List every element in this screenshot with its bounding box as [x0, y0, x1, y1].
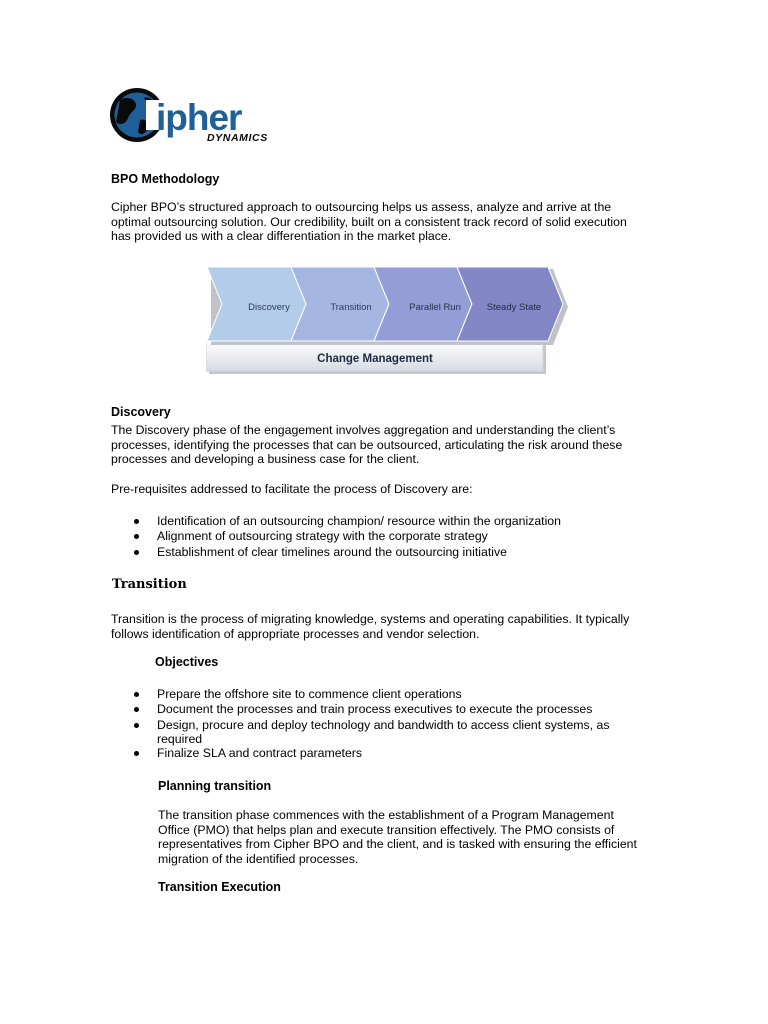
planning-line: migration of the identified processes.	[158, 851, 359, 866]
change-management-label: Change Management	[317, 353, 433, 365]
objectives-title: Objectives	[155, 655, 219, 669]
planning-transition-paragraph	[158, 808, 658, 866]
transition-execution-title: Transition Execution	[158, 880, 281, 894]
transition-paragraph	[111, 612, 671, 641]
logo-wordmark: ipher	[156, 97, 242, 138]
list-item-continuation: required	[157, 731, 203, 746]
section-title-bpo-methodology: BPO Methodology	[111, 172, 220, 186]
planning-line: representatives from Cipher BPO and the client, and is tasked with ensuring the efficient	[158, 837, 637, 852]
discovery-paragraph	[111, 423, 671, 467]
discovery-bullet-list	[111, 514, 671, 560]
planning-line: Office (PMO) that helps plan and execute transition effectively. The PMO consists of	[158, 822, 615, 837]
logo-subtitle: DYNAMICS	[207, 132, 268, 144]
discovery-line: processes, identifying the processes that can be outsourced, articulating the risk around these	[111, 437, 623, 452]
intro-paragraph	[111, 200, 671, 244]
list-item: Document the processes and train process executives to execute the processes	[111, 702, 671, 717]
methodology-diagram	[206, 261, 568, 377]
phase-label-parallel-run: Parallel Run	[409, 302, 461, 313]
planning-transition-title: Planning transition	[158, 779, 272, 793]
transition-line: Transition is the process of migrating knowledge, systems and operating capabilities. It typically	[111, 612, 630, 626]
discovery-prerequisites-intro: Pre-requisites addressed to facilitate the process of Discovery are:	[111, 482, 473, 496]
transition-line: follows identification of appropriate processes and vendor selection.	[111, 626, 480, 641]
phase-label-transition: Transition	[330, 302, 372, 313]
phase-label-steady-state: Steady State	[486, 302, 542, 313]
objectives-bullet-list	[111, 687, 671, 761]
intro-line: optimal outsourcing solution. Our credibility, built on a consistent track record of solid execution	[111, 214, 627, 229]
list-item: Design, procure and deploy technology and bandwidth to access client systems, as	[111, 718, 671, 733]
section-title-transition: Transition	[112, 577, 187, 592]
discovery-line: processes and developing a business case for the client.	[111, 452, 420, 467]
list-item: Identification of an outsourcing champion/ resource within the organization	[111, 514, 671, 529]
list-item: Finalize SLA and contract parameters	[111, 746, 671, 761]
planning-line: The transition phase commences with the establishment of a Program Management	[158, 808, 614, 822]
discovery-line: The Discovery phase of the engagement involves aggregation and understanding the client’s	[111, 423, 616, 437]
intro-line: Cipher BPO’s structured approach to outsourcing helps us assess, analyze and arrive at the	[111, 200, 612, 214]
list-item: Establishment of clear timelines around the outsourcing initiative	[111, 545, 671, 560]
cipher-dynamics-logo	[110, 86, 280, 148]
list-item: Alignment of outsourcing strategy with the corporate strategy	[111, 529, 671, 544]
phase-label-discovery: Discovery	[248, 302, 290, 313]
section-title-discovery: Discovery	[111, 405, 171, 419]
intro-line: has provided us with a clear differentiation in the market place.	[111, 229, 452, 244]
list-item: Prepare the offshore site to commence client operations	[111, 687, 671, 702]
